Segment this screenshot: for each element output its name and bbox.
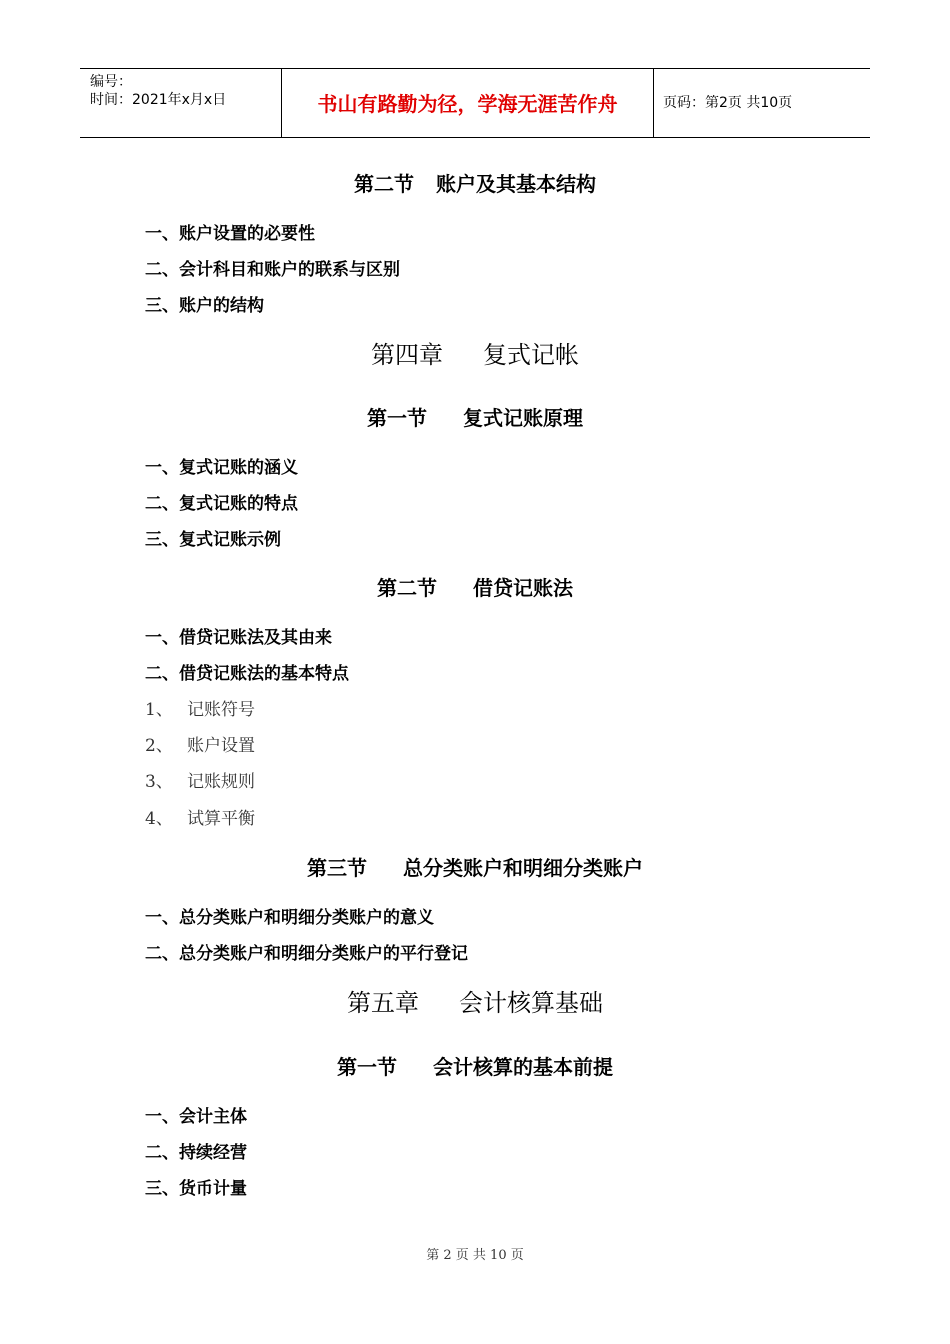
section-heading: [0, 405, 950, 431]
chapter-heading: [0, 340, 950, 370]
section-name: 总分类账户和明细分类账户: [403, 856, 643, 880]
subitem-number: 2、: [145, 736, 173, 756]
section-heading: [0, 575, 950, 601]
section-number: 第一节: [367, 406, 427, 430]
subitem-text: 账户设置: [187, 736, 255, 756]
page-footer: 第 2 页 共 10 页: [426, 1248, 524, 1263]
section-name: 复式记账原理: [463, 406, 583, 430]
section-number: 第二节: [354, 172, 414, 196]
header-page-info: 页码：第2页 共10页: [663, 95, 793, 111]
chapter-number: 第四章: [371, 341, 443, 369]
subitem-text: 记账规则: [187, 772, 255, 792]
list-item: 一、账户设置的必要性: [145, 224, 315, 244]
numbered-subitem: [145, 699, 255, 721]
section-heading: [0, 1054, 950, 1080]
section-number: 第二节: [377, 576, 437, 600]
header-meta-cell: [80, 69, 282, 137]
numbered-subitem: [145, 735, 255, 757]
subitem-text: 记账符号: [187, 700, 255, 720]
list-item: 二、复式记账的特点: [145, 494, 298, 514]
chapter-number: 第五章: [347, 989, 419, 1017]
section-name: 账户及其基本结构: [436, 172, 596, 196]
section-number: 第三节: [307, 856, 367, 880]
chapter-name: 会计核算基础: [459, 989, 603, 1017]
section-heading: [0, 855, 950, 881]
list-item: 一、复式记账的涵义: [145, 458, 298, 478]
chapter-heading: [0, 988, 950, 1018]
list-item: 二、会计科目和账户的联系与区别: [145, 260, 400, 280]
document-number-label: 编号：: [90, 74, 132, 90]
list-item: 三、账户的结构: [145, 296, 264, 316]
list-item: 一、借贷记账法及其由来: [145, 628, 332, 648]
list-item: 一、会计主体: [145, 1107, 247, 1127]
list-item: 二、持续经营: [145, 1143, 247, 1163]
subitem-text: 试算平衡: [187, 809, 255, 829]
numbered-subitem: [145, 808, 255, 830]
header-motto: 书山有路勤为径，学海无涯苦作舟: [317, 92, 618, 116]
subitem-number: 3、: [145, 772, 173, 792]
list-item: 二、借贷记账法的基本特点: [145, 664, 349, 684]
header-page-cell: [655, 69, 870, 137]
numbered-subitem: [145, 771, 255, 793]
list-item: 三、复式记账示例: [145, 530, 281, 550]
list-item: 三、货币计量: [145, 1179, 247, 1199]
section-name: 会计核算的基本前提: [433, 1055, 613, 1079]
page-header: [80, 68, 870, 138]
subitem-number: 1、: [145, 700, 173, 720]
section-name: 借贷记账法: [473, 576, 573, 600]
subitem-number: 4、: [145, 809, 173, 829]
list-item: 一、总分类账户和明细分类账户的意义: [145, 908, 434, 928]
section-heading: [0, 171, 950, 197]
section-number: 第一节: [337, 1055, 397, 1079]
list-item: 二、总分类账户和明细分类账户的平行登记: [145, 944, 468, 964]
header-motto-cell: [282, 69, 654, 137]
document-time-label: 时间：2021年x月x日: [90, 92, 227, 108]
chapter-name: 复式记帐: [483, 341, 579, 369]
